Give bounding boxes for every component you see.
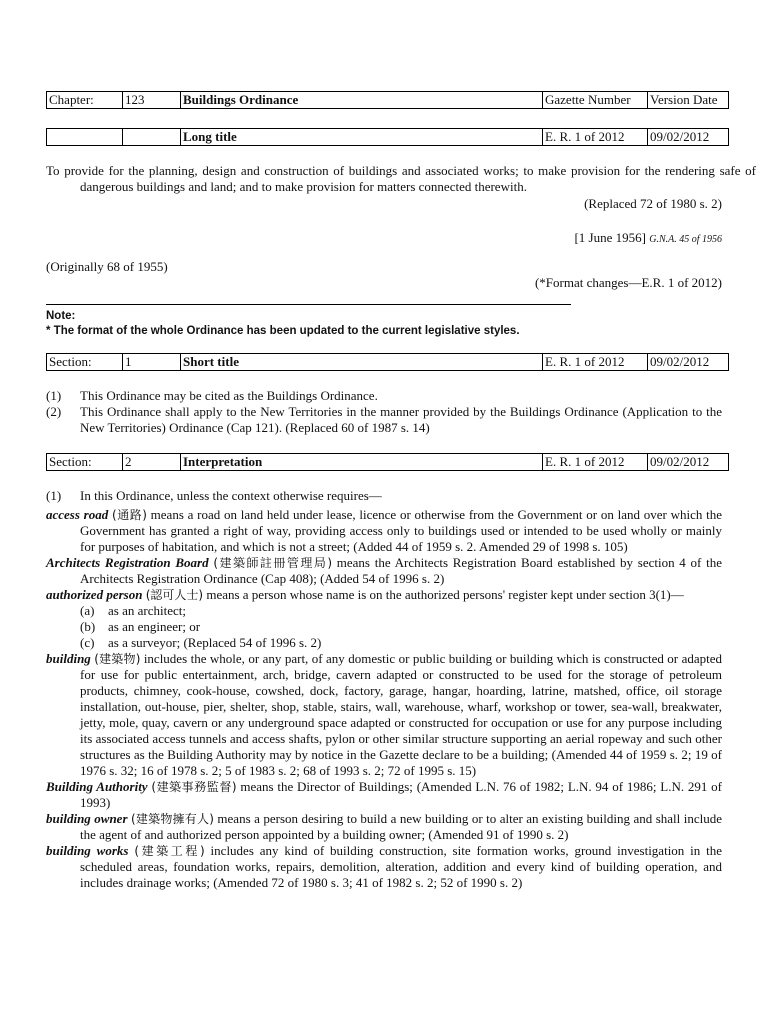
defined-term: access road [46,507,109,522]
definition-text: means a person desiring to build a new building or to alter an existing building and shall include the agent of and authorized person appointed by a building owner; (Amended 91 of 1990 s. 2) [80,811,723,842]
long-title-date: 09/02/2012 [648,129,729,146]
subsection-text: This Ordinance may be cited as the Buildings Ordinance. [80,388,378,403]
section-1-subsections [46,388,722,436]
definition-text: means the Director of Buildings; (Amended L.N. 76 of 1982; L.N. 94 of 1986; L.N. 291 of 1993) [80,779,722,810]
defined-term: building [46,651,91,666]
subsection-number: (1) [46,488,62,503]
long-title-table [46,128,729,146]
definition-building-works [46,843,722,891]
definitions-list [46,507,722,891]
chinese-term: (建築師註冊管理局) [213,556,333,570]
commencement-line [46,230,722,248]
commencement-date: [1 June 1956] [574,230,646,245]
long-title-heading: Long title [181,129,543,146]
defined-term: Building Authority [46,779,148,794]
definition-building-owner [46,811,722,843]
section-date: 09/02/2012 [648,454,729,471]
long-title-text: To provide for the planning, design and construction of buildings and associated works; to make provision for the rendering safe of dangerous buildings and land; and to make provision for matters connected therewith. [46,163,756,194]
section-2-header [46,453,729,471]
section-date: 09/02/2012 [648,354,729,371]
paragraph-item [46,619,722,635]
subsection-number: (1) [46,388,62,403]
section-number: 2 [123,454,181,471]
originally-enacted: (Originally 68 of 1955) [46,259,168,274]
format-changes: (*Format changes—E.R. 1 of 2012) [534,275,722,290]
chinese-term: (建築事務監督) [151,780,237,794]
definition-access-road [46,507,722,555]
defined-term: building works [46,843,129,858]
paragraph-letter: (a) [80,603,95,618]
definition-text: means a person whose name is on the authorized persons' register kept under section 3(1)— [203,587,684,602]
section-1-header [46,353,729,371]
paragraph-letter: (b) [80,619,96,634]
definition-building [46,651,722,779]
note-divider [46,304,571,305]
section-2-intro [46,488,722,504]
definition-authorized-person [46,587,722,603]
subsection-number: (2) [46,404,62,419]
chapter-label: Chapter: [47,92,123,109]
subsection-text: In this Ordinance, unless the context otherwise requires— [80,488,382,503]
definition-text: means the Architects Registration Board established by section 4 of the Architects Registration Ordinance (Cap 408); (Added 54 of 1996 s. 2) [80,555,722,586]
section-label: Section: [47,354,123,371]
note-text: * The format of the whole Ordinance has been updated to the current legislative styles. [46,325,520,337]
paragraph-letter: (c) [80,635,95,650]
empty-cell [47,129,123,146]
chapter-header-table [46,91,729,109]
subsection-text: This Ordinance shall apply to the New Territories in the manner provided by the Buildings Ordinance (Application to the New Territories) Ordinance (Cap 121). (Replaced 60 of 1987 s. 14) [80,404,722,435]
chinese-term: (建築物) [94,652,141,666]
defined-term: Architects Registration Board [46,555,209,570]
section-title: Short title [181,354,543,371]
note-label: Note: [46,310,76,322]
section-gazette: E. R. 1 of 2012 [543,354,648,371]
defined-term: authorized person [46,587,143,602]
definition-architects-registration-board [46,555,722,587]
subsection [46,388,722,404]
chapter-title: Buildings Ordinance [181,92,543,109]
paragraph-item [46,603,722,619]
paragraph-item [46,635,722,651]
empty-cell [123,129,181,146]
chapter-number: 123 [123,92,181,109]
subsection [46,404,722,436]
paragraph-text: as a surveyor; (Replaced 54 of 1996 s. 2) [108,635,322,650]
section-number: 1 [123,354,181,371]
gazette-number-header: Gazette Number [543,92,648,109]
long-title-gazette: E. R. 1 of 2012 [543,129,648,146]
paragraph-text: as an engineer; or [108,619,201,634]
definition-text: includes any kind of building construction, site formation works, ground investigation in the scheduled areas, foundation works, repairs, demolition, alteration, addition and every kind of building operation, and includes drainage works; (Amended 72 of 1980 s. 3; 41 of 1982 s. 2; 52 of 1990 s. 2) [80,843,723,890]
version-date-header: Version Date [648,92,729,109]
definition-building-authority [46,779,722,811]
definition-text: means a road on land held under lease, licence or otherwise from the Government or on land over which the Government has granted a right of way, providing access only to buildings used or intended to be used wholly or mainly for purposes of habitation, and which is not a street; (Added 44 of 1959 s. 2. Amended 29 of 1998 s. 105) [80,507,722,554]
defined-term: building owner [46,811,128,826]
chinese-term: (建築工程) [134,844,205,858]
section-gazette: E. R. 1 of 2012 [543,454,648,471]
long-title-replaced: (Replaced 72 of 1980 s. 2) [584,196,722,211]
chinese-term: (認可人士) [145,588,204,602]
chinese-term: (建築物擁有人) [131,812,214,826]
section-label: Section: [47,454,123,471]
section-title: Interpretation [181,454,543,471]
chinese-term: (通路) [112,508,147,522]
subsection [46,488,722,504]
definition-text: includes the whole, or any part, of any domestic or public building or building which is constructed or adapted for use for public entertainment, arch, bridge, cavern adapted or constructed to be used for the storage of petroleum products, chimney, cook-house, cowshed, dock, factory, garage, hangar, hoarding, latrine, matshed, office, oil storage installation, out-house, pier, shelter, shop, stable, stairs, wall, warehouse, wharf, workshop or tower, sea-wall, breakwater, jetty, mole, quay, cavern or any underground space adapted or constructed for occupation or use for any purpose including its associated access tunnels and access shafts, pylon or other similar structure supporting an aerial ropeway and such other structures as the Building Authority may by notice in the Gazette declare to be a building; (Amended 44 of 1959 s. 2; 19 of 1976 s. 32; 16 of 1978 s. 2; 5 of 1983 s. 2; 68 of 1993 s. 2; 72 of 1995 s. 15) [80,651,722,778]
paragraph-text: as an architect; [108,603,186,618]
gna-reference: G.N.A. 45 of 1956 [649,234,722,245]
